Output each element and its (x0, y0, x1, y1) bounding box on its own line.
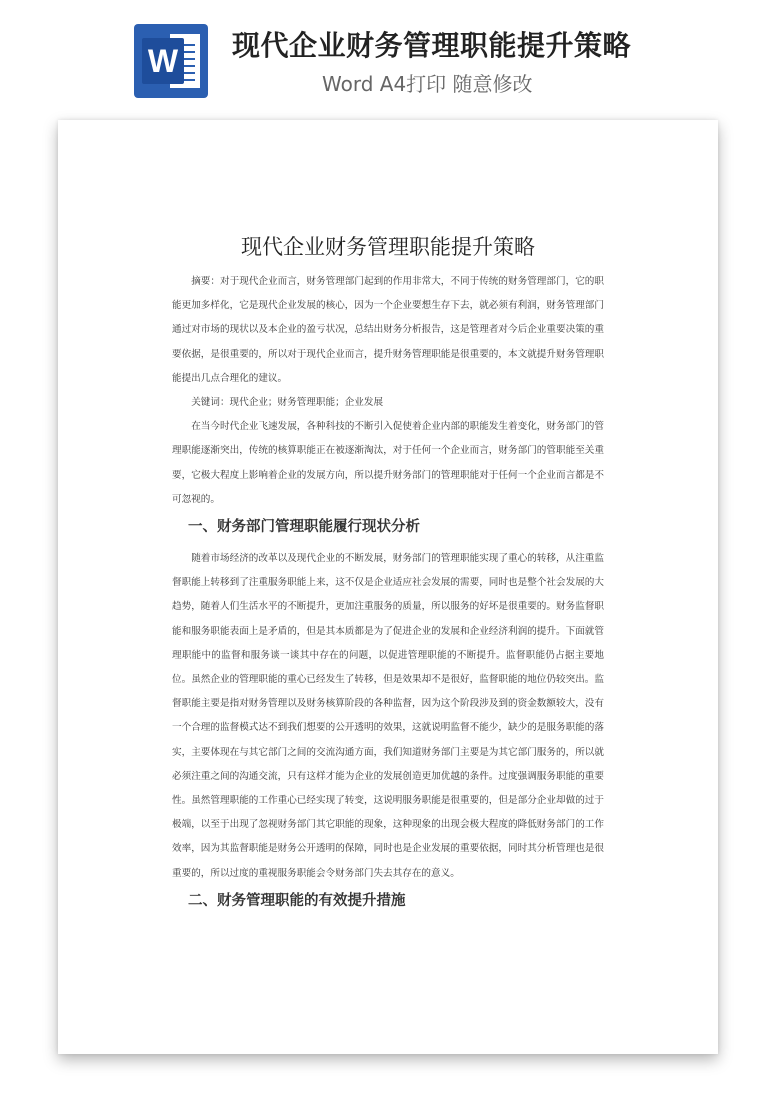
word-logo-letter: W (142, 38, 184, 84)
document-page (58, 120, 718, 1054)
section2-heading: 二、财务管理职能的有效提升措施 (188, 892, 406, 909)
document-title: 现代企业财务管理职能提升策略 (241, 235, 535, 259)
abstract-paragraph: 摘要：对于现代企业而言，财务管理部门起到的作用非常大，不同于传统的财务管理部门，它的职能更加多样化，它是现代企业发展的核心，因为一个企业要想生存下去，就必须有利润，财务管理部门通过对市场的现状以及本企业的盈亏状况，总结出财务分析报告，这是管理者对今后企业重要决策的重要依据，是很重要的，所以对于现代企业而言，提升财务管理职能是很重要的，本文就提升财务管理职能提出几点合理化的建议。 (172, 276, 604, 384)
page-subtitle: Word A4打印 随意修改 (322, 72, 533, 96)
intro-paragraph: 在当今时代企业飞速发展，各种科技的不断引入促使着企业内部的职能发生着变化，财务部门的管理职能逐渐突出，传统的核算职能正在被逐渐淘汰，对于任何一个企业而言，财务部门的管职能至关重要，它极大程度上影响着企业的发展方向，所以提升财务部门的管理职能对于任何一个企业而言都是不可忽视的。 (172, 421, 604, 505)
document-content (172, 232, 604, 921)
page-title: 现代企业财务管理职能提升策略 (232, 29, 632, 62)
word-document-icon (134, 24, 208, 98)
keywords-paragraph: 关键词：现代企业；财务管理职能；企业发展 (191, 397, 384, 409)
section1-paragraph: 随着市场经济的改革以及现代企业的不断发展，财务部门的管理职能实现了重心的转移，从注重监督职能上转移到了注重服务职能上来，这不仅是企业适应社会发展的需要，同时也是整个社会发展的大趋势，随着人们生活水平的不断提升，更加注重服务的质量，所以服务的好坏是很重要的。财务监督职能和服务职能表面上是矛盾的，但是其本质都是为了促进企业的发展和企业经济利润的提升。下面就管理职能中的监督和服务谈一谈其中存在的问题，以促进管理职能的不断提升。监督职能仍占据主要地位。虽然企业的管理职能的重心已经发生了转移，但是效果却不是很好，监督职能的地位仍较突出。监督职能主要是指对财务管理以及财务核算阶段的各种监督，因为这个阶段涉及到的资金数额较大，没有一个合理的监督模式达不到我们想要的公开透明的效果，这就说明监督不能少，缺少的是服务职能的落实，主要体现在与其它部门之间的交流沟通方面，我们知道财务部门主要是为其它部门服务的，所以就必须注重之间的沟通交流，只有这样才能为企业的发展创造更加优越的条件。过度强调服务职能的重要性。虽然管理职能的工作重心已经实现了转变，这说明服务职能是很重要的，但是部分企业却做的过于极端，以至于出现了忽视财务部门其它职能的现象，这种现象的出现会极大程度的降低财务部门的工作效率，因为其监督职能是财务公开透明的保障，同时也是企业发展的重要依据，同时其分析管理也是很重要的，所以过度的重视服务职能会令财务部门失去其存在的意义。 (172, 553, 604, 879)
page-header (0, 0, 774, 112)
section1-heading: 一、财务部门管理职能履行现状分析 (188, 519, 420, 536)
